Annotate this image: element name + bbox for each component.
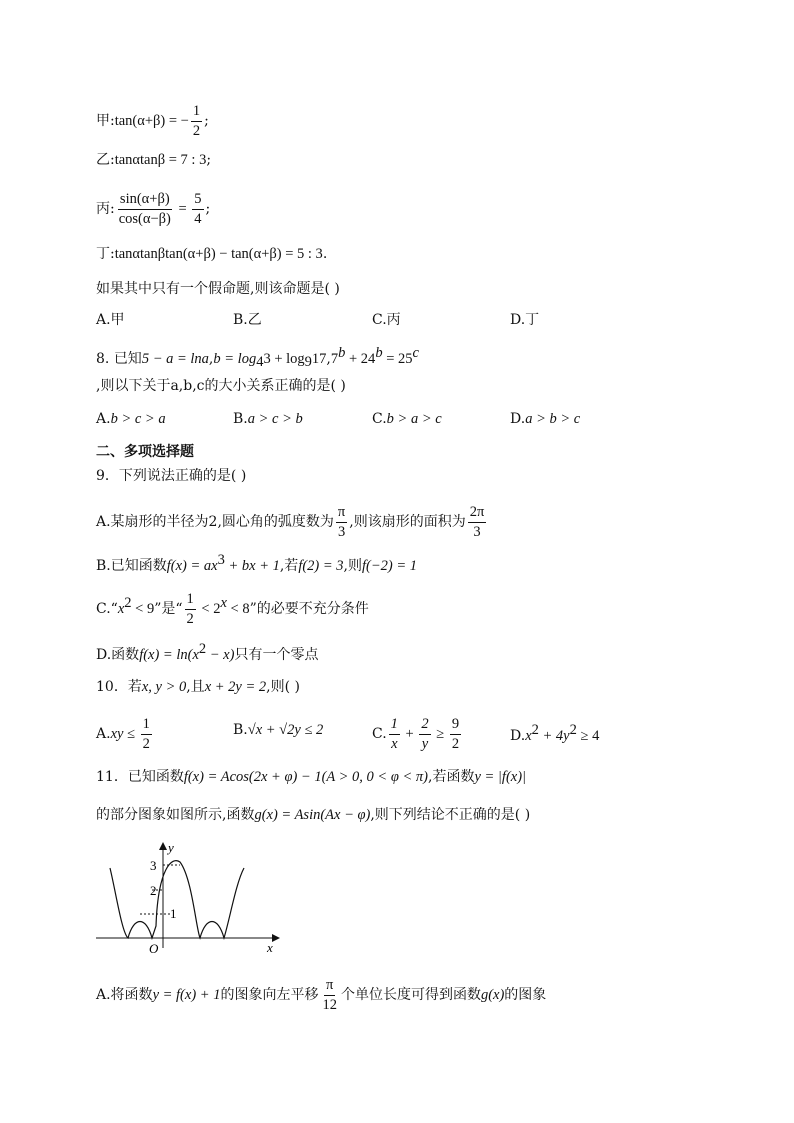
frac-den: x [391,735,398,752]
frac-den: y [421,735,429,752]
claim-label: 丁: [96,246,115,262]
option-label: A. [96,411,111,427]
q8-option-d [510,409,580,429]
text: 11．已知函数 [96,769,184,785]
q9-option-d: D.函数$f(x) = \ln(x^2 - x)$只有一个零点 [96,641,319,663]
math-expr: y = f(x) + 1 [152,987,221,1003]
text: B.已知函数 [96,558,167,574]
q8-option-a [96,409,166,429]
frac-den: 2 [142,735,150,752]
frac-den: 12 [322,996,337,1013]
math-expr: 7 [330,351,339,367]
math-expr: f(x) = Acos(2x + φ) − 1(A > 0, 0 < φ < π) [183,769,428,785]
math-expr: + 4y [538,728,570,744]
superscript: c [412,345,419,361]
tick-label-2: 2 [150,883,157,898]
origin-label: O [149,941,159,956]
frac-num: 1 [389,717,400,735]
math-expr: < 8 [226,601,250,617]
superscript: x [220,595,227,611]
math-expr: tanαtanβ = 7 : 3 [114,152,207,168]
math-expr: f(x) = ln(x [139,647,199,663]
frac-den: 2 [451,735,460,752]
claim-ding [96,244,327,264]
frac-den: 3 [337,523,346,540]
claim-bing [96,192,210,226]
text: ”的必要不充分条件 [249,601,369,617]
question-number: 8. [96,351,110,367]
option-label: B. [233,722,248,738]
punct: ; [205,201,211,217]
math-expr: ≥ [432,726,448,742]
frac-num: 5 [192,192,203,210]
math-expr: tanαtanβtan(α+β) − tan(α+β) = 5 : 3 [114,246,323,262]
q10-option-a [96,717,154,751]
frac-num: π [324,978,335,996]
y-axis-arrow [159,842,167,850]
text: ,则下列结论不正确的是( ) [370,807,531,823]
text: ,则 [343,558,362,574]
math-expr: 17 [311,351,327,367]
q8-stem [96,343,419,372]
fraction [450,717,461,751]
frac-den: 2 [186,610,194,627]
math-expr: √x + √2y ≤ 2 [247,722,324,738]
option-label: A. [96,726,111,742]
claim-jia [96,104,209,138]
text: ,则该扇形的面积为 [349,514,466,530]
frac-num: 9 [450,717,461,735]
option-label: C. [372,726,387,742]
q7-stem: 如果其中只有一个假命题,则该命题是( ) [96,281,340,297]
math-expr: + [401,726,418,742]
text: ,且 [186,679,205,695]
y-axis-label: y [168,840,174,855]
math-expr: − x) [206,647,235,663]
math-expr: y = |f(x)| [474,769,527,785]
math-expr: < 9 [131,601,155,617]
q8-option-c [372,409,442,429]
q10-option-c [372,717,463,751]
q11-option-a [96,978,546,1012]
math-expr: x + 2y = 2 [204,679,267,695]
claim-label: 乙: [96,152,115,168]
fraction [141,717,152,751]
section-heading: 二、多项选择题 [96,444,194,460]
fraction [336,505,347,539]
math-expr: 5 − a = lna [141,351,209,367]
math-expr: f(−2) = 1 [362,558,418,574]
math-expr: tan(α+β) [114,113,166,129]
claim-yi [96,150,211,170]
punct: ; [204,113,209,129]
q11-stem-2 [96,805,530,825]
punct: ; [206,152,212,168]
math-expr: b > c > a [110,411,166,427]
math-expr: = 25 [382,351,413,367]
math-expr: b > a > c [386,411,442,427]
subscript: 9 [304,354,312,370]
option-label: C. [372,411,387,427]
math-expr: x [525,728,532,744]
q10-option-d: $D.x^2 + 4y^2 \ge 4$ [510,722,600,744]
text: A.将函数 [96,987,153,1003]
tick-label-1: 1 [170,906,177,921]
q9-option-c: $C.“x^2 < 9$”是“ $\frac{1}{2}$ < $2^x < 8$”的必要不充分条件 [96,591,369,627]
fraction [185,592,196,626]
q10-stem [96,677,300,697]
text: ,则( ) [266,679,300,695]
frac-num: 2 [419,717,430,735]
math-expr: = [174,201,191,217]
option-label: D. [510,728,526,744]
text: 的部分图象如图所示,函数 [96,807,255,823]
superscript: b [338,345,346,361]
curve-abs-f [110,861,244,938]
fraction [192,192,203,226]
text: 只有一个零点 [234,647,319,663]
punct: , [326,351,331,367]
math-expr: x [117,601,125,617]
frac-den: cos(α−β) [118,210,171,227]
math-expr: g(x) = Asin(Ax − φ) [254,807,371,823]
text: 已知 [113,351,142,367]
math-expr: a > c > b [247,411,303,427]
subscript: 4 [256,354,264,370]
math-expr: = − [165,113,189,129]
text: ,若 [279,558,299,574]
math-expr: x, y > 0 [141,679,187,695]
frac-num: π [336,505,347,523]
fraction [117,192,173,226]
claim-label: 丙: [96,201,115,217]
text: D.函数 [96,647,140,663]
q9-option-b: B.已知函数$f(x) = ax^3$ + bx + 1,若f(2) = 3,则f(−2) = 1 [96,552,418,574]
q11-stem [96,767,526,787]
math-expr: f(x) = ax [166,558,218,574]
option-label: B. [233,411,248,427]
q10-option-b [233,720,323,740]
math-expr: + 24 [345,351,376,367]
superscript: b [375,345,383,361]
function-graph [92,838,282,958]
math-expr: xy ≤ [110,726,139,742]
math-expr: g(x) [480,987,505,1003]
frac-num: 1 [185,592,196,610]
q8-stem-2: ,则以下关于a,b,c的大小关系正确的是( ) [96,378,346,394]
punct: , [208,351,214,367]
text: A.某扇形的半径为2,圆心角的弧度数为 [96,514,334,530]
q8-option-b [233,409,303,429]
q7-option-b: B.乙 [233,312,262,328]
q7-option-d: D.丁 [510,312,540,328]
q7-option-a: A.甲 [96,312,125,328]
math-expr: < 2 [197,601,221,617]
claim-label: 甲: [96,113,115,129]
fraction [468,505,487,539]
option-label: D. [510,411,526,427]
fraction [389,717,400,751]
punct: . [322,246,328,262]
text: ”是“ [154,601,183,617]
frac-den: 2 [192,122,201,139]
math-expr: 3 + log [263,351,305,367]
x-axis-label: x [267,940,273,955]
q7-option-c: C.丙 [372,312,401,328]
tick-label-3: 3 [150,858,157,873]
x-axis-arrow [272,934,280,942]
text: ,若函数 [428,769,475,785]
math-expr: a > b > c [525,411,581,427]
frac-den: 3 [473,523,481,540]
fraction [191,104,202,138]
text: 的图象向左平移 [220,987,319,1003]
fraction [320,978,339,1012]
frac-num: 1 [191,104,202,122]
frac-num: 2π [468,505,487,523]
text: 个单位长度可得到函数 [340,987,481,1003]
q9-option-a [96,505,488,539]
text: 的图象 [504,987,547,1003]
text: 10．若 [96,679,142,695]
frac-num: sin(α+β) [118,192,172,210]
math-expr: + bx + 1 [224,558,280,574]
fraction [419,717,430,751]
frac-num: 1 [141,717,152,735]
math-expr: ≥ 4 [576,728,600,744]
frac-den: 4 [194,210,202,227]
math-expr: f(2) = 3 [298,558,344,574]
math-expr: b = log [213,351,257,367]
q9-stem: 9．下列说法正确的是( ) [96,468,247,484]
text: C.“ [96,601,118,617]
